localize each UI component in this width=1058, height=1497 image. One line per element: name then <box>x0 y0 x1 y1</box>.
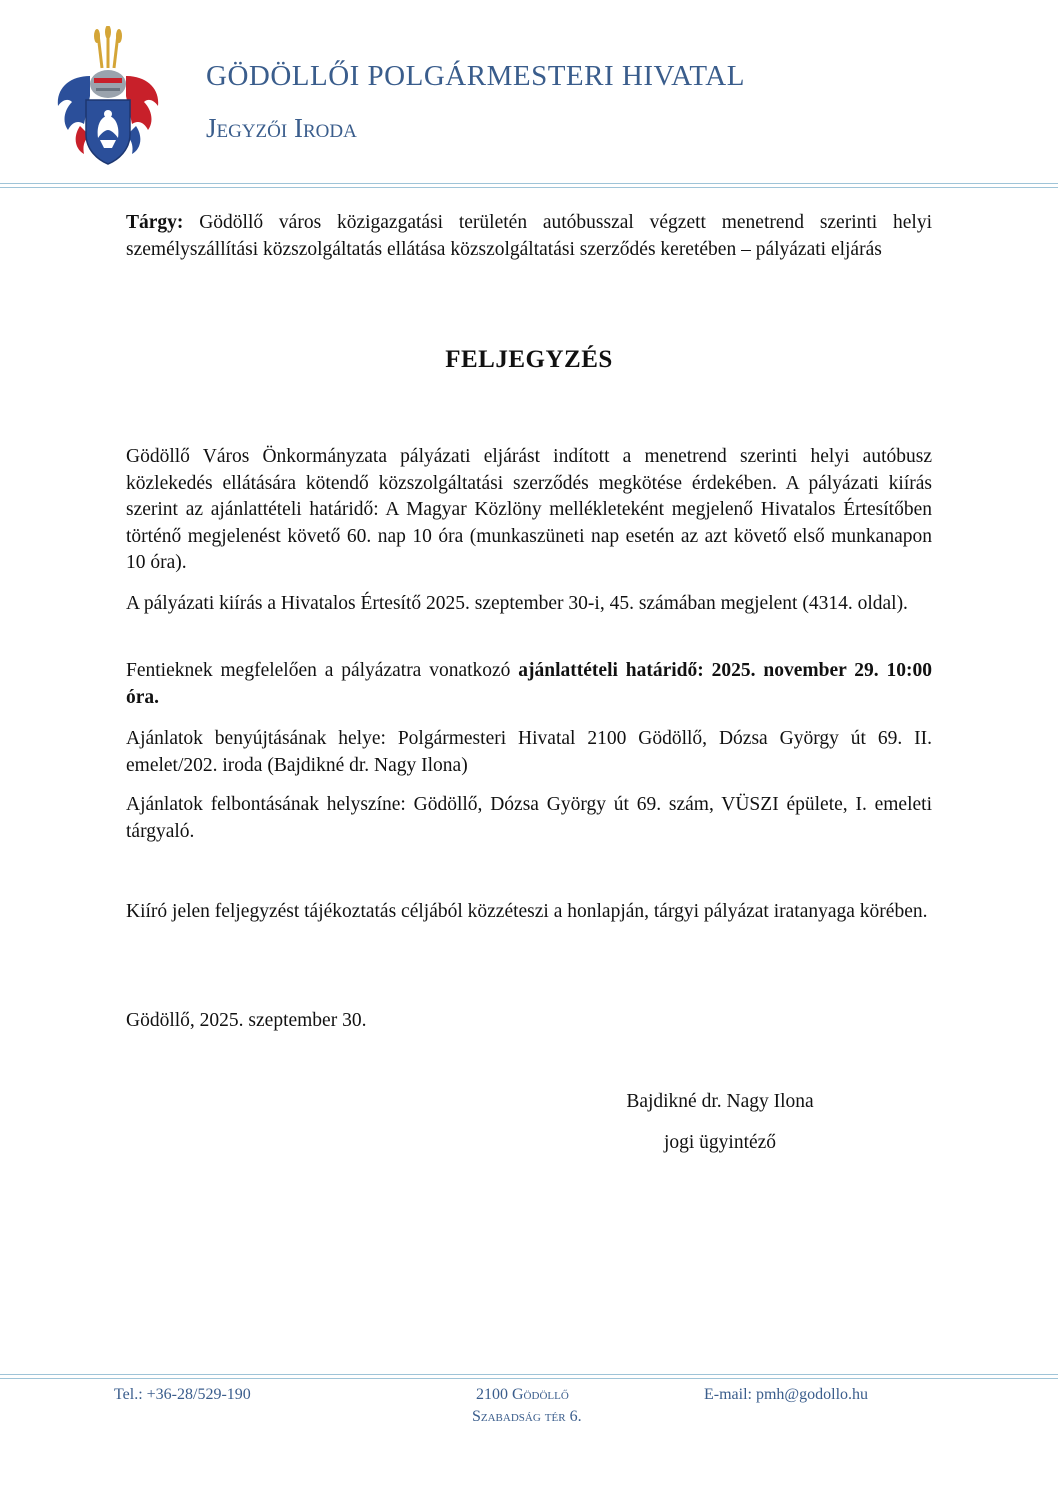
footer-address-line2: Szabadság tér 6. <box>472 1408 582 1425</box>
header-divider-secondary <box>0 187 1058 188</box>
deadline-value: ajánlattételi határidő: 2025. november 29. 10:00 óra. <box>126 660 932 708</box>
paragraph-announcement <box>126 444 932 577</box>
paragraph-text: Ajánlatok benyújtásának helye: Polgármesteri Hivatal 2100 Gödöllő, Dózsa György út 69. II. emelet/202. iroda (Bajdikné dr. Nagy Ilona) <box>126 728 932 776</box>
paragraph-text: Kiíró jelen feljegyzést tájékoztatás céljából közzéteszi a honlapján, tárgyi pályázat iratanyaga körében. <box>126 901 928 922</box>
city-coat-of-arms-icon <box>50 26 166 168</box>
subject-block <box>126 210 932 263</box>
deadline-intro: Fentieknek megfelelően a pályázatra vonatkozó <box>126 660 519 681</box>
paragraph-publication-notice <box>126 899 932 926</box>
paragraph-text: A pályázati kiírás a Hivatalos Értesítő 2025. szeptember 30-i, 45. számában megjelent (4314. oldal). <box>126 593 908 614</box>
footer-divider-secondary <box>0 1378 1058 1379</box>
paragraph-submission-place <box>126 726 932 779</box>
footer-email: E-mail: pmh@godollo.hu <box>704 1386 869 1403</box>
paragraph-text: Ajánlatok felbontásának helyszíne: Gödöllő, Dózsa György út 69. szám, VÜSZI épülete, I. emeleti tárgyaló. <box>126 794 932 842</box>
footer-address-line1: 2100 Gödöllő <box>476 1386 569 1403</box>
header-divider <box>0 183 1058 184</box>
signatory-name: Bajdikné dr. Nagy Ilona <box>626 1091 814 1112</box>
paragraph-publication <box>126 591 932 618</box>
signatory-role: jogi ügyintéző <box>663 1132 777 1153</box>
dateline: Gödöllő, 2025. szeptember 30. <box>126 1010 367 1031</box>
paragraph-deadline <box>126 658 932 711</box>
paragraph-opening-place <box>126 792 932 845</box>
footer-divider <box>0 1374 1058 1375</box>
footer-phone: Tel.: +36-28/529-190 <box>114 1386 251 1403</box>
subject-text: Gödöllő város közigazgatási területén autóbusszal végzett menetrend szerinti helyi személyszállítási közszolgáltatás ellátása közszolgáltatási szerződés keretében – pályázati eljárás <box>126 212 932 260</box>
organization-subtitle: Jegyzői Iroda <box>206 113 357 143</box>
organization-title: GÖDÖLLŐI POLGÁRMESTERI HIVATAL <box>206 60 745 92</box>
paragraph-text: Gödöllő Város Önkormányzata pályázati eljárást indított a menetrend szerinti helyi autóbusz közlekedés ellátására kötendő közszolgáltatási szerződés megkötése érdekében. A pályázati kiírás szerint az ajánlattételi határidő: A Magyar Közlöny mellékleteként megjelenő Hivatalos Értesítőben történő megjelenést követő 60. nap 10 óra (munkaszüneti nap esetén az azt követő első munkanapon 10 óra). <box>126 446 932 573</box>
subject-label: Tárgy: <box>126 212 184 233</box>
document-title: FELJEGYZÉS <box>445 346 613 373</box>
